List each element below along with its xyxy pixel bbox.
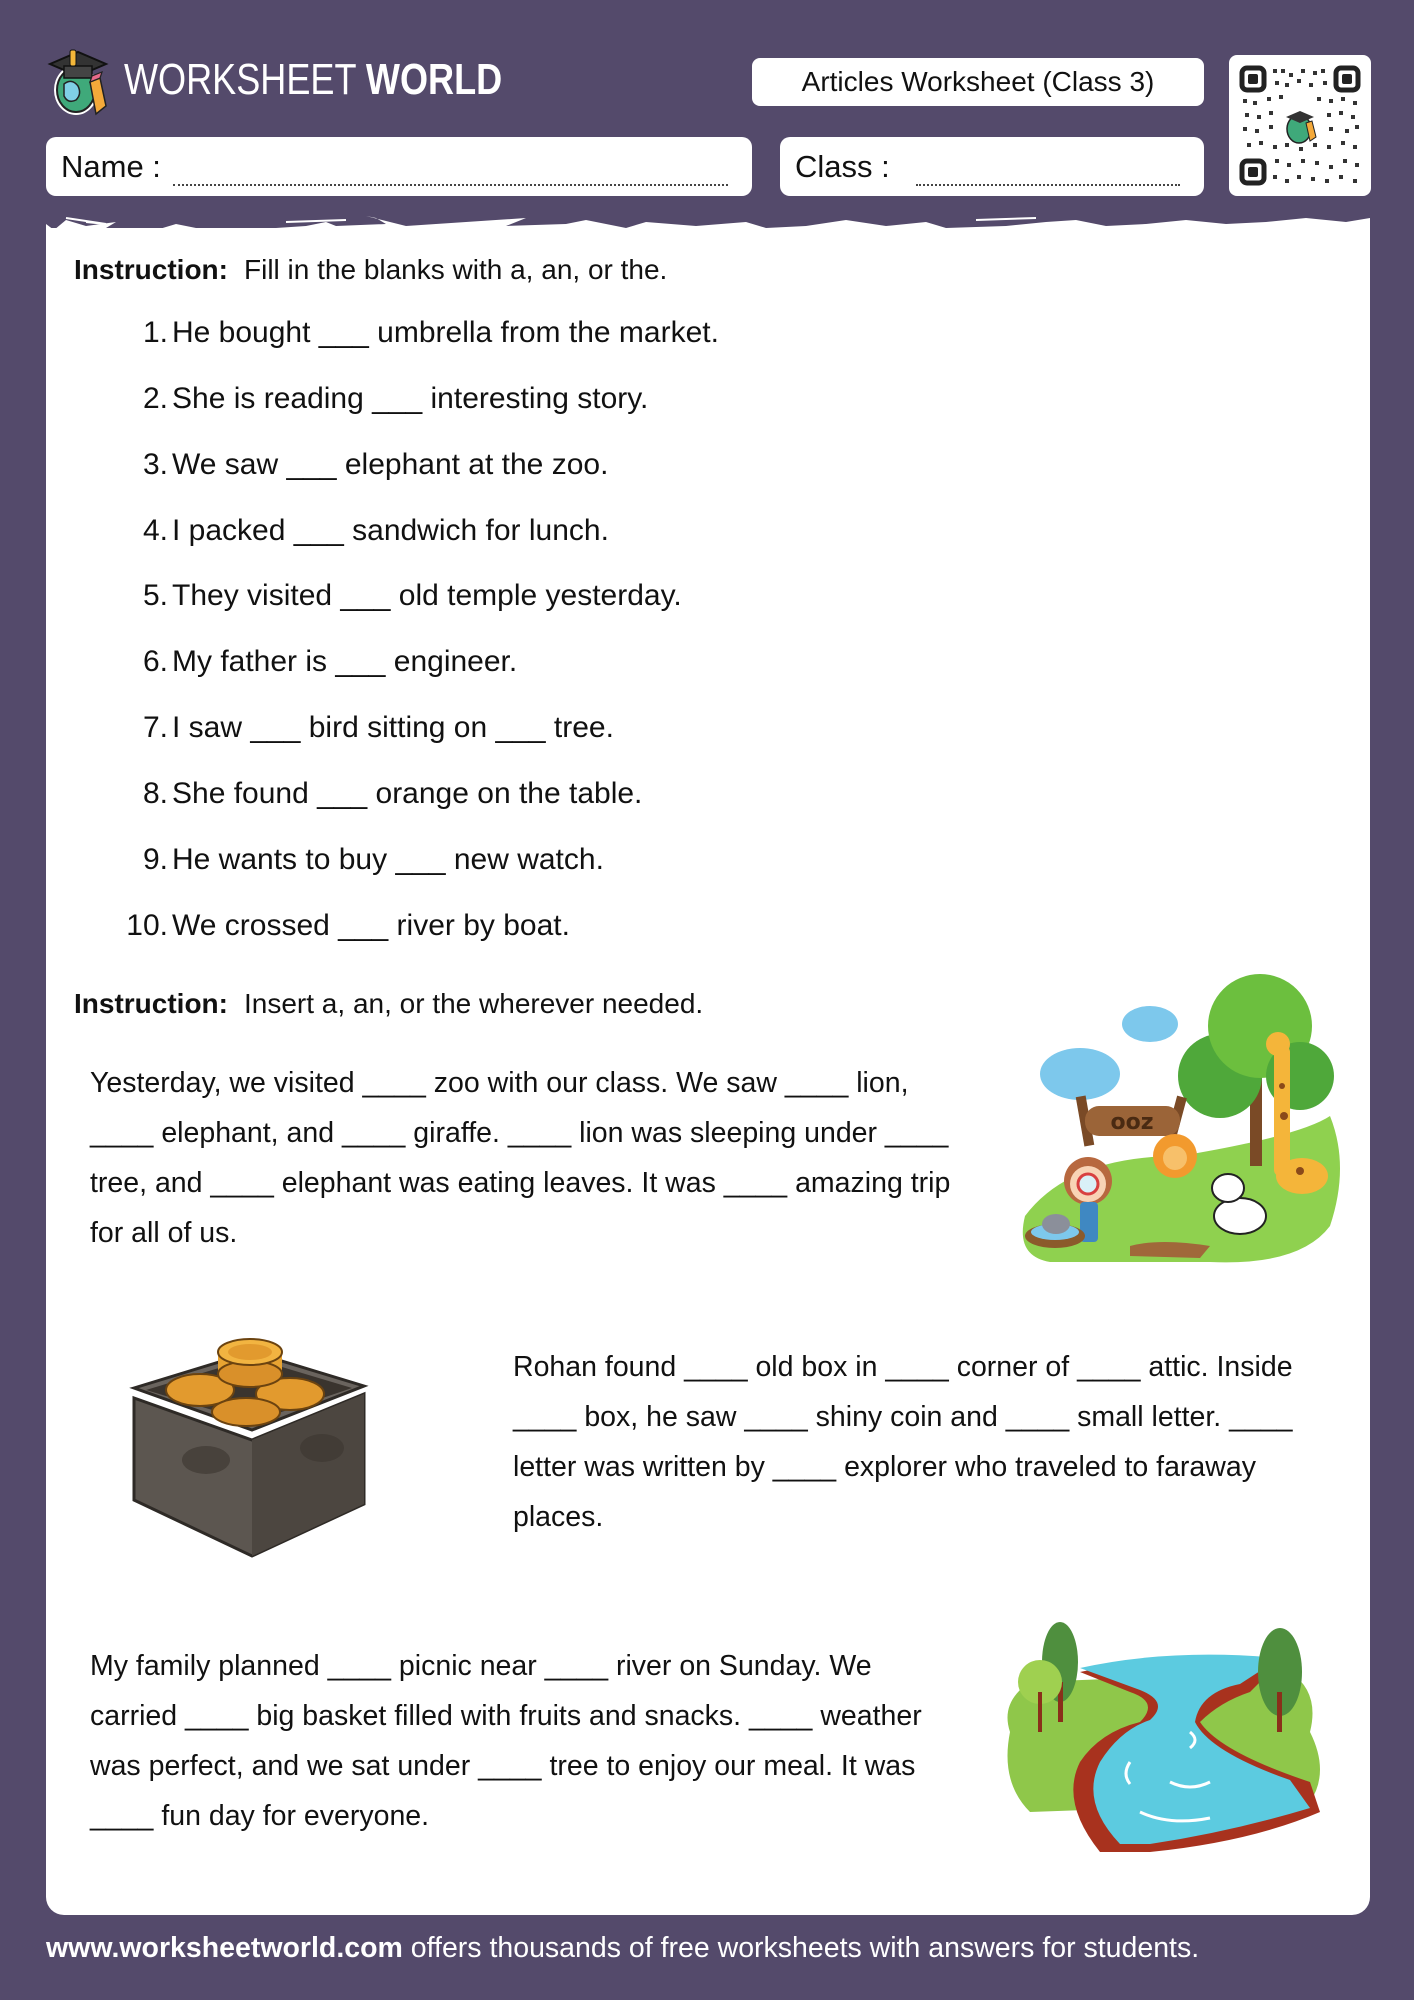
question-number: 8. [142, 777, 168, 810]
question-item [0, 777, 642, 817]
instruction-2 [74, 988, 703, 1020]
question-text[interactable]: He wants to buy ___ new watch. [172, 843, 604, 876]
instruction-1-text: Fill in the blanks with a, an, or the. [244, 254, 668, 285]
question-text[interactable]: She found ___ orange on the table. [172, 777, 643, 810]
question-text[interactable]: I saw ___ bird sitting on ___ tree. [172, 711, 614, 744]
question-number: 6. [142, 645, 168, 678]
paragraph-zoo[interactable]: Yesterday, we visited ____ zoo with our class. We saw ____ lion, ____ elephant, and ____ giraffe. ____ lion was sleeping under ____ tree, and ____ elephant was eating leaves. It was ____ amazing trip for all of us. [90, 1067, 951, 1249]
worksheet-title-box [752, 58, 1204, 106]
question-text[interactable]: She is reading ___ interesting story. [172, 382, 649, 415]
question-number: 5. [142, 579, 168, 612]
footer-tagline: offers thousands of free worksheets with answers for students. [402, 1932, 1200, 1964]
question-item [0, 909, 570, 949]
question-item [0, 316, 719, 356]
class-input-line[interactable] [916, 184, 1180, 186]
instruction-1-label: Instruction: [74, 254, 228, 285]
svg-text:ooz: ooz [1110, 1110, 1154, 1135]
brand-logo [46, 40, 585, 120]
question-text[interactable]: We saw ___ elephant at the zoo. [172, 448, 609, 481]
question-number: 9. [142, 843, 168, 876]
question-item [0, 579, 682, 619]
question-item [0, 514, 609, 554]
instruction-2-label: Instruction: [74, 988, 228, 1019]
zoo-illustration [1010, 966, 1350, 1272]
question-number: 4. [142, 514, 168, 547]
question-text[interactable]: My father is ___ engineer. [172, 645, 518, 678]
question-number: 2. [142, 382, 168, 415]
question-item [0, 645, 517, 685]
question-number: 10. [126, 909, 168, 942]
question-number: 3. [142, 448, 168, 481]
question-number: 7. [142, 711, 168, 744]
question-text[interactable]: He bought ___ umbrella from the market. [172, 316, 719, 349]
footer-site-link[interactable]: www.worksheetworld.com [46, 1932, 403, 1964]
brand-name-bold: WORLD [365, 55, 503, 104]
instruction-1 [74, 254, 667, 286]
footer-text [46, 1932, 1199, 1965]
brand-name [124, 55, 502, 105]
question-item [0, 382, 648, 422]
question-text[interactable]: We crossed ___ river by boat. [172, 909, 570, 942]
river-illustration [990, 1612, 1330, 1858]
graduation-globe-pencil-icon [46, 42, 116, 118]
question-item [0, 711, 614, 751]
question-item [0, 448, 608, 488]
name-field[interactable] [46, 137, 752, 196]
question-item [0, 843, 604, 883]
class-field[interactable] [780, 137, 1204, 196]
question-number: 1. [142, 316, 168, 349]
brand-name-light: WORKSHEET [124, 55, 356, 104]
paragraph-box[interactable]: Rohan found ____ old box in ____ corner of ____ attic. Inside ____ box, he saw ____ shiny coin and ____ small letter. ____ letter was written by ____ explorer who traveled to faraway places. [513, 1351, 1293, 1533]
instruction-2-text: Insert a, an, or the wherever needed. [244, 988, 704, 1019]
question-text[interactable]: They visited ___ old temple yesterday. [172, 579, 682, 612]
qr-code [1229, 55, 1371, 196]
worksheet-title: Articles Worksheet (Class 3) [801, 66, 1155, 97]
name-input-line[interactable] [173, 184, 728, 186]
qr-code-icon [1229, 55, 1371, 196]
question-text[interactable]: I packed ___ sandwich for lunch. [172, 514, 609, 547]
class-label: Class : [795, 148, 890, 184]
treasure-box-illustration [126, 1330, 372, 1566]
paragraph-picnic[interactable]: My family planned ____ picnic near ____ river on Sunday. We carried ____ big basket filled with fruits and snacks. ____ weather was perfect, and we sat under ____ tree to enjoy our meal. It was ____ fun day for everyone. [90, 1650, 922, 1832]
name-label: Name : [61, 148, 161, 184]
torn-paper-edge [46, 212, 1370, 242]
